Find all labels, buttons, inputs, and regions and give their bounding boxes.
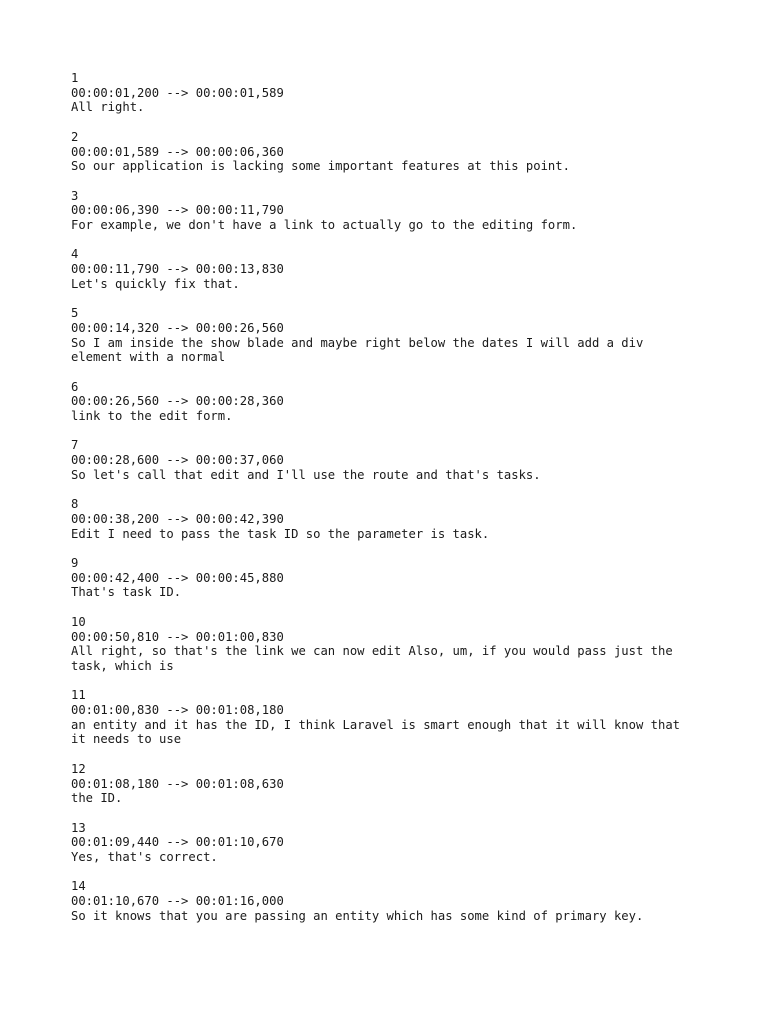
subtitle-cue xyxy=(71,306,731,365)
cue-index: 14 xyxy=(71,879,86,894)
cue-text: That's task ID. xyxy=(71,585,182,600)
cue-timing: 00:01:00,830 --> 00:01:08,180 xyxy=(71,703,284,718)
cue-text: So our application is lacking some important features at this point. xyxy=(71,159,570,174)
cue-text: So I am inside the show blade and maybe right below the dates I will add a div xyxy=(71,335,644,350)
cue-timing: 00:00:01,200 --> 00:00:01,589 xyxy=(71,85,284,100)
cue-index: 7 xyxy=(71,438,79,453)
subtitle-cue xyxy=(71,821,731,865)
cue-index: 13 xyxy=(71,820,86,835)
subtitle-cue xyxy=(71,762,731,806)
cue-timing: 00:00:01,589 --> 00:00:06,360 xyxy=(71,144,284,159)
cue-index: 9 xyxy=(71,556,79,571)
subtitle-cue xyxy=(71,380,731,424)
cue-index: 8 xyxy=(71,497,79,512)
cue-timing: 00:00:50,810 --> 00:01:00,830 xyxy=(71,629,284,644)
cue-text: element with a normal xyxy=(71,350,226,365)
cue-text: For example, we don't have a link to actually go to the editing form. xyxy=(71,218,578,232)
subtitle-cue xyxy=(71,130,731,174)
subtitle-cue xyxy=(71,879,731,923)
cue-text: Yes, that's correct. xyxy=(71,850,218,865)
cue-timing: 00:01:09,440 --> 00:01:10,670 xyxy=(71,835,284,850)
subtitle-cue xyxy=(71,438,731,482)
cue-text: the ID. xyxy=(71,791,123,806)
cue-text: Edit I need to pass the task ID so the parameter is task. xyxy=(71,526,490,541)
subtitle-cue xyxy=(71,556,731,600)
cue-timing: 00:01:10,670 --> 00:01:16,000 xyxy=(71,894,284,909)
cue-timing: 00:00:42,400 --> 00:00:45,880 xyxy=(71,570,284,585)
cue-text: it needs to use xyxy=(71,732,182,747)
subtitle-cue xyxy=(71,247,731,291)
subtitle-cue xyxy=(71,688,731,747)
cue-index: 11 xyxy=(71,688,86,703)
cue-text: All right, so that's the link we can now edit Also, um, if you would pass just the xyxy=(71,644,673,659)
cue-text: Let's quickly fix that. xyxy=(71,276,240,291)
cue-timing: 00:00:06,390 --> 00:00:11,790 xyxy=(71,203,284,218)
cue-text: link to the edit form. xyxy=(71,409,233,424)
subtitle-cue xyxy=(71,497,731,541)
cue-timing: 00:00:28,600 --> 00:00:37,060 xyxy=(71,453,284,468)
cue-timing: 00:01:08,180 --> 00:01:08,630 xyxy=(71,776,284,791)
cue-index: 1 xyxy=(71,71,79,85)
cue-text: task, which is xyxy=(71,658,174,673)
cue-index: 4 xyxy=(71,247,79,262)
cue-index: 2 xyxy=(71,129,79,144)
cue-index: 6 xyxy=(71,379,79,394)
cue-text: So it knows that you are passing an entity which has some kind of primary key. xyxy=(71,908,644,923)
subtitle-document xyxy=(71,71,731,938)
cue-index: 10 xyxy=(71,614,86,629)
cue-index: 3 xyxy=(71,188,79,203)
cue-index: 12 xyxy=(71,761,86,776)
subtitle-cue xyxy=(71,71,731,115)
subtitle-cue xyxy=(71,615,731,674)
subtitle-cue xyxy=(71,189,731,233)
cue-timing: 00:00:38,200 --> 00:00:42,390 xyxy=(71,511,284,526)
cue-index: 5 xyxy=(71,306,79,321)
cue-text: an entity and it has the ID, I think Laravel is smart enough that it will know that xyxy=(71,717,681,732)
cue-timing: 00:00:14,320 --> 00:00:26,560 xyxy=(71,320,284,335)
cue-text: So let's call that edit and I'll use the route and that's tasks. xyxy=(71,467,541,482)
cue-text: All right. xyxy=(71,100,145,115)
cue-timing: 00:00:26,560 --> 00:00:28,360 xyxy=(71,394,284,409)
cue-timing: 00:00:11,790 --> 00:00:13,830 xyxy=(71,262,284,277)
